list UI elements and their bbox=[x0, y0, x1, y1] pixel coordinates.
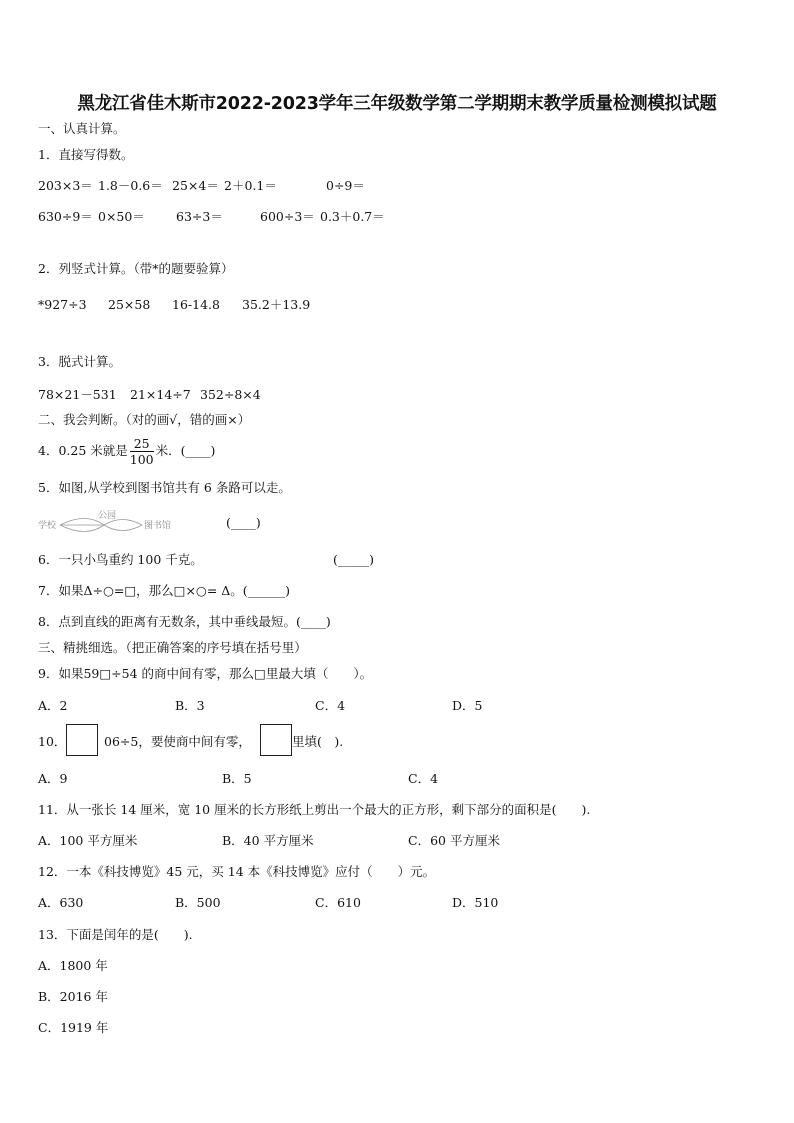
option-a[interactable]: A．2 bbox=[38, 698, 68, 713]
calc-item: 0÷9＝ bbox=[326, 178, 365, 193]
question-10-number: 10． bbox=[38, 734, 67, 749]
calc-item: *927÷3 bbox=[38, 297, 87, 312]
q5-answer-blank[interactable]: (____) bbox=[226, 515, 261, 530]
calc-item: 21×14÷7 bbox=[130, 387, 191, 402]
calc-item: 0.3＋0.7＝ bbox=[320, 209, 385, 224]
option-b[interactable]: B．5 bbox=[222, 771, 252, 786]
calc-item: 600÷3＝ bbox=[260, 209, 315, 224]
fig-label-park: 公园 bbox=[98, 511, 117, 521]
q6-answer-blank[interactable]: (_____) bbox=[333, 552, 375, 567]
calc-item: 0×50＝ bbox=[98, 209, 145, 224]
question-11: 11．从一张长 14 厘米，宽 10 厘米的长方形纸上剪出一个最大的正方形，剩下部分的面积是( ). bbox=[38, 802, 591, 817]
option-c[interactable]: C．4 bbox=[408, 771, 439, 786]
calc-item: 25×58 bbox=[108, 297, 151, 312]
question-3-label: 3．脱式计算。 bbox=[38, 354, 121, 369]
option-a[interactable]: A．630 bbox=[38, 895, 84, 910]
fig-label-school: 学校 bbox=[38, 521, 57, 531]
option-c[interactable]: C．60 平方厘米 bbox=[408, 833, 500, 848]
option-c[interactable]: C．610 bbox=[315, 895, 361, 910]
question-1-label: 1．直接写得数。 bbox=[38, 147, 134, 162]
q4-text-before: 4．0.25 米就是 bbox=[38, 443, 128, 458]
fraction bbox=[130, 436, 154, 467]
question-8: 8．点到直线的距离有无数条，其中垂线最短。(____) bbox=[38, 614, 331, 629]
option-a[interactable]: A．100 平方厘米 bbox=[38, 833, 138, 848]
calc-item: 352÷8×4 bbox=[200, 387, 261, 402]
question-4 bbox=[38, 432, 215, 470]
question-5: 5．如图,从学校到图书馆共有 6 条路可以走。 bbox=[38, 480, 291, 495]
section-heading-1: 一、认真计算。 bbox=[38, 121, 126, 136]
calc-item: 25×4＝ bbox=[172, 178, 219, 193]
calc-item: 2＋0.1＝ bbox=[224, 178, 277, 193]
calc-item: 203×3＝ bbox=[38, 178, 93, 193]
question-10-end: 里填( ). bbox=[292, 734, 344, 749]
calc-item: 630÷9＝ bbox=[38, 209, 93, 224]
fraction-numerator: 25 bbox=[130, 436, 154, 452]
question-7: 7．如果Δ÷○=□，那么□×○= Δ。(______) bbox=[38, 583, 291, 598]
section-heading-3: 三、精挑细选。（把正确答案的序号填在括号里） bbox=[38, 640, 307, 655]
option-b[interactable]: B．40 平方厘米 bbox=[222, 833, 314, 848]
option-d[interactable]: D．5 bbox=[452, 698, 483, 713]
option-b[interactable]: B．3 bbox=[175, 698, 205, 713]
q4-text-after: 米．(____) bbox=[155, 443, 216, 458]
option-b[interactable]: B．2016 年 bbox=[38, 989, 108, 1004]
calc-item: 16-14.8 bbox=[172, 297, 220, 312]
question-6: 6．一只小鸟重约 100 千克。 bbox=[38, 552, 203, 567]
question-10-middle: 06÷5，要使商中间有零， bbox=[104, 734, 251, 749]
calc-item: 63÷3＝ bbox=[176, 209, 223, 224]
q10-digit-box-2[interactable] bbox=[260, 724, 292, 756]
question-12: 12．一本《科技博览》45 元，买 14 本《科技博览》应付（ ）元。 bbox=[38, 864, 436, 879]
question-9: 9．如果59□÷54 的商中间有零，那么□里最大填（ ）。 bbox=[38, 666, 373, 681]
fraction-denominator: 100 bbox=[129, 452, 154, 467]
option-b[interactable]: B．500 bbox=[175, 895, 221, 910]
question-2-label: 2．列竖式计算。（带*的题要验算） bbox=[38, 261, 234, 276]
calc-item: 35.2＋13.9 bbox=[242, 297, 311, 312]
fig-label-library: 图书馆 bbox=[144, 521, 172, 531]
calc-item: 1.8－0.6＝ bbox=[98, 178, 163, 193]
question-13: 13．下面是闰年的是( ). bbox=[38, 927, 193, 942]
option-d[interactable]: D．510 bbox=[452, 895, 499, 910]
route-diagram bbox=[36, 506, 186, 540]
section-heading-2: 二、我会判断。（对的画√，错的画×） bbox=[38, 412, 251, 427]
calc-item: 78×21－531 bbox=[38, 387, 117, 402]
option-a[interactable]: A．1800 年 bbox=[38, 958, 108, 973]
q10-digit-box-1[interactable] bbox=[66, 724, 98, 756]
option-a[interactable]: A．9 bbox=[38, 771, 68, 786]
page-title: 黑龙江省佳木斯市2022-2023学年三年级数学第二学期期末教学质量检测模拟试题 bbox=[77, 94, 717, 114]
option-c[interactable]: C．4 bbox=[315, 698, 346, 713]
option-c[interactable]: C．1919 年 bbox=[38, 1020, 109, 1035]
